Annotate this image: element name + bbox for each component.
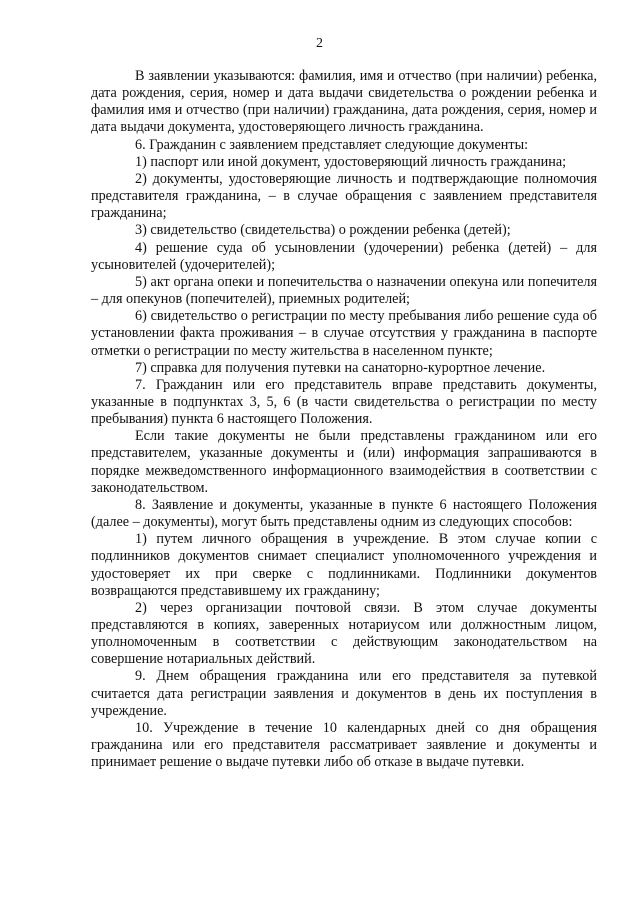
document-body bbox=[91, 68, 597, 771]
paragraph-item-10: 10. Учреждение в течение 10 календарных дней со дня обращения гражданина или его представителя рассматривает заявление и документы и принимает решение о выдаче путевки либо об отказе в выдаче путевки. bbox=[91, 719, 597, 771]
list-item-sanatorium-certificate: 7) справка для получения путевки на санаторно-курортное лечение. bbox=[135, 359, 546, 376]
paragraph-application-contents: В заявлении указываются: фамилия, имя и отчество (при наличии) ребенка, дата рождения, серия, номер и дата выдачи свидетельства о рождении ребенка и фамилия имя и отчество (при наличии) гражданина, дата рождения, серия, номер и дата выдачи документа, удостоверяющего личность гражданина. bbox=[91, 68, 597, 136]
page-number: 2 bbox=[316, 36, 323, 51]
list-item-postal-service: 2) через организации почтовой связи. В этом случае документы представляются в копиях, заверенных нотариусом или должностным лицом, уполномоченным в соответствии с действующим законодательством на совершение нотариальных действий. bbox=[91, 599, 597, 668]
list-item-registration-certificate: 6) свидетельство о регистрации по месту пребывания либо решение суда об установлении факта проживания – в случае отсутствия у гражданина в паспорте отметки о регистрации по месту жительства в населенном пункте; bbox=[91, 308, 597, 359]
list-item-birth-certificate: 3) свидетельство (свидетельства) о рождении ребенка (детей); bbox=[135, 222, 511, 239]
list-item-guardianship-act: 5) акт органа опеки и попечительства о назначении опекуна или попечителя – для опекунов (попечителей), приемных родителей; bbox=[91, 273, 597, 308]
paragraph-item-7: 7. Гражданин или его представитель вправе представить документы, указанные в подпунктах 3, 5, 6 (в части свидетельства о регистрации по месту пребывания) пункта 6 настоящего Положения. bbox=[91, 376, 597, 428]
list-item-passport: 1) паспорт или иной документ, удостоверяющий личность гражданина; bbox=[135, 153, 567, 170]
paragraph-interdepartmental-request: Если такие документы не были представлены гражданином или его представителем, указанные документы и (или) информация запрашиваются в порядке межведомственного информационного взаимодействия в соответствии с законодательством. bbox=[91, 428, 597, 496]
paragraph-item-8: 8. Заявление и документы, указанные в пункте 6 настоящего Положения (далее – документы), могут быть представлены одним из следующих способов: bbox=[91, 496, 597, 531]
paragraph-item-9: 9. Днем обращения гражданина или его представителя за путевкой считается дата регистрации заявления и документов в день их поступления в учреждение. bbox=[91, 668, 597, 719]
paragraph-item-6-heading: 6. Гражданин с заявлением представляет следующие документы: bbox=[135, 136, 529, 153]
list-item-representative-documents: 2) документы, удостоверяющие личность и подтверждающие полномочия представителя гражданина, – в случае обращения с заявлением представителя гражданина; bbox=[91, 170, 597, 222]
list-item-personal-visit: 1) путем личного обращения в учреждение. В этом случае копии с подлинников документов снимает специалист уполномоченного учреждения и удостоверяет их при сверке с подлинниками. Подлинники документов возвращаются представившему их гражданину; bbox=[91, 531, 597, 599]
list-item-adoption-decision: 4) решение суда об усыновлении (удочерении) ребенка (детей) – для усыновителей (удочерителей); bbox=[91, 239, 597, 273]
